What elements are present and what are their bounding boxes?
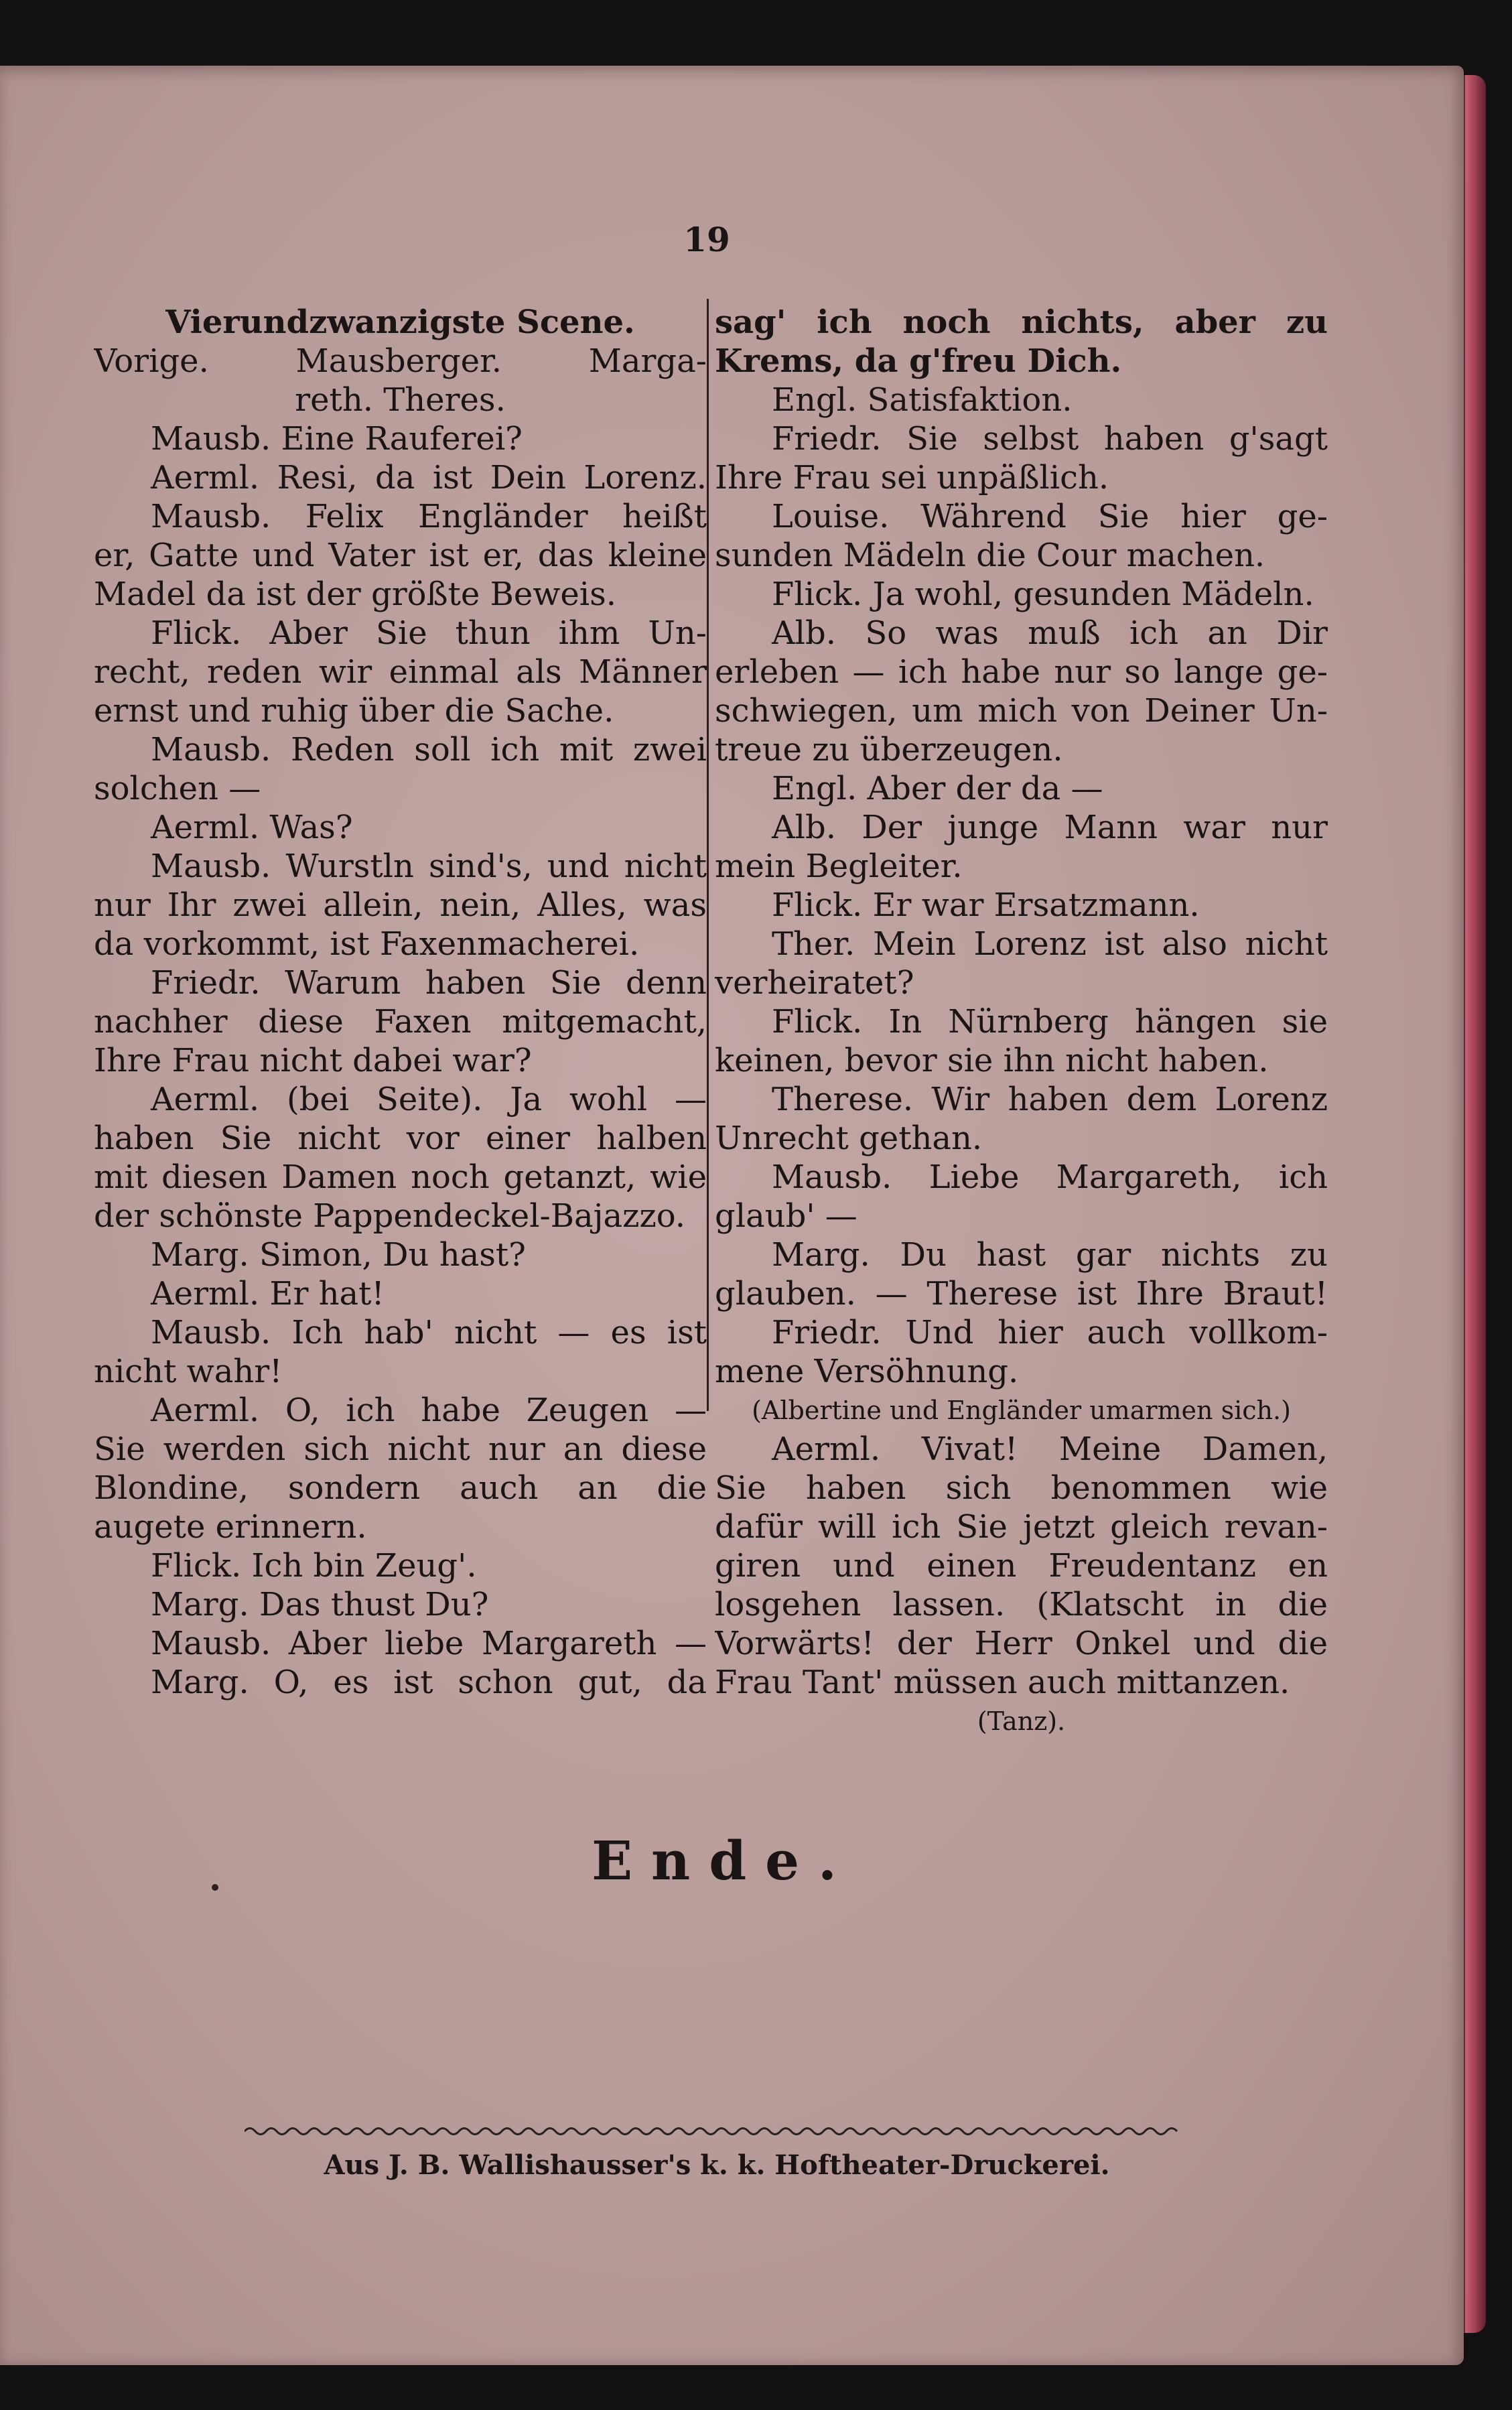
text-line: Aerml. O, ich habe Zeugen — xyxy=(151,1392,707,1429)
text-line: losgehen lassen. (Klatscht in die xyxy=(715,1586,1328,1623)
column-divider xyxy=(707,299,709,1411)
text-line: Flick. Ich bin Zeug'. xyxy=(151,1547,477,1585)
text-line: Marg. Simon, Du hast? xyxy=(151,1236,526,1274)
text-line: augete erinnern. xyxy=(94,1508,367,1546)
text-line: nicht wahr! xyxy=(94,1353,283,1390)
text-line: Aerml. Resi, da ist Dein Lorenz. xyxy=(151,459,707,496)
text-line: Mausb. Aber liebe Margareth — xyxy=(151,1625,707,1662)
text-line: verheiratet? xyxy=(715,964,914,1002)
text-line: recht, reden wir einmal als Männer xyxy=(94,653,707,691)
text-line: sunden Mädeln die Cour machen. xyxy=(715,537,1265,574)
text-line: Mausb. Felix Engländer heißt xyxy=(151,498,707,535)
text-line: Vorige. Mausberger. Marga- xyxy=(94,342,707,380)
text-line: ernst und ruhig über die Sache. xyxy=(94,692,614,730)
text-line: glauben. — Therese ist Ihre Braut! xyxy=(715,1275,1328,1313)
text-line: Aerml. Er hat! xyxy=(151,1275,385,1313)
text-line: Flick. In Nürnberg hängen sie xyxy=(772,1003,1328,1041)
text-line: sag' ich noch nichts, aber zu xyxy=(715,304,1328,341)
text-line: Alb. Der junge Mann war nur xyxy=(772,809,1328,846)
text-line: Sie werden sich nicht nur an diese xyxy=(94,1430,707,1468)
text-line: Therese. Wir haben dem Lorenz xyxy=(772,1081,1328,1118)
text-line: da vorkommt, ist Faxenmacherei. xyxy=(94,925,640,963)
text-line: Alb. So was muß ich an Dir xyxy=(772,614,1328,652)
text-line: Mausb. Ich hab' nicht — es ist xyxy=(151,1314,707,1351)
text-line: nur Ihr zwei allein, nein, Alles, was xyxy=(94,886,707,924)
text-line: Engl. Aber der da — xyxy=(772,770,1103,807)
text-line: Louise. Während Sie hier ge- xyxy=(772,498,1328,535)
text-line: Mausb. Reden soll ich mit zwei xyxy=(151,731,707,768)
text-line: Mausb. Wurstln sind's, und nicht xyxy=(151,848,707,885)
text-line: Engl. Satisfaktion. xyxy=(772,381,1073,419)
text-line: Aerml. Vivat! Meine Damen, xyxy=(772,1430,1328,1468)
text-line: schwiegen, um mich von Deiner Un- xyxy=(715,692,1328,730)
text-line: Sie haben sich benommen wie xyxy=(715,1469,1328,1507)
text-line: haben Sie nicht vor einer halben xyxy=(94,1120,707,1157)
text-line: Blondine, sondern auch an die xyxy=(94,1469,707,1507)
text-line: treue zu überzeugen. xyxy=(715,731,1063,768)
text-line: nachher diese Faxen mitgemacht, xyxy=(94,1003,707,1041)
text-line: reth. Theres. xyxy=(295,381,506,419)
text-line: Vorwärts! der Herr Onkel und die xyxy=(715,1625,1328,1662)
text-line: Marg. O, es ist schon gut, da xyxy=(151,1664,707,1701)
text-line: erleben — ich habe nur so lange ge- xyxy=(715,653,1328,691)
text-line: Flick. Er war Ersatzmann. xyxy=(772,886,1200,924)
text-line: Flick. Ja wohl, gesunden Mädeln. xyxy=(772,576,1314,613)
text-line: Aerml. (bei Seite). Ja wohl — xyxy=(151,1081,707,1118)
text-line: (Tanz). xyxy=(977,1706,1066,1736)
text-line: giren und einen Freudentanz en xyxy=(715,1547,1328,1585)
text-line: Madel da ist der größte Beweis. xyxy=(94,576,616,613)
text-line: glaub' — xyxy=(715,1197,857,1235)
text-line: Friedr. Warum haben Sie denn xyxy=(151,964,707,1002)
text-line: Ther. Mein Lorenz ist also nicht xyxy=(772,925,1328,963)
page-number: 19 xyxy=(683,220,730,259)
text-line: keinen, bevor sie ihn nicht haben. xyxy=(715,1042,1269,1079)
text-line: Ihre Frau nicht dabei war? xyxy=(94,1042,532,1079)
scene-heading: Vierundzwanzigste Scene. xyxy=(165,304,635,341)
text-line: mein Begleiter. xyxy=(715,848,963,885)
text-line: Friedr. Und hier auch vollkom- xyxy=(772,1314,1328,1351)
text-line: (Albertine und Engländer umarmen sich.) xyxy=(752,1396,1291,1425)
text-line: Marg. Du hast gar nichts zu xyxy=(772,1236,1328,1274)
text-line: solchen — xyxy=(94,770,261,807)
ornamental-rule xyxy=(245,2124,1182,2139)
left-text-column xyxy=(94,303,707,1702)
text-line: der schönste Pappendeckel-Bajazzo. xyxy=(94,1197,686,1235)
text-line: Mausb. Eine Rauferei? xyxy=(151,420,523,458)
text-line: Flick. Aber Sie thun ihm Un- xyxy=(151,614,707,652)
ink-dot xyxy=(212,1884,218,1891)
text-line: Friedr. Sie selbst haben g'sagt xyxy=(772,420,1328,458)
printer-imprint: Aus J. B. Wallishausser's k. k. Hoftheater-Druckerei. xyxy=(324,2149,1110,2181)
text-line: dafür will ich Sie jetzt gleich revan- xyxy=(715,1508,1328,1546)
text-line: mit diesen Damen noch getanzt, wie xyxy=(94,1158,707,1196)
text-line: er, Gatte und Vater ist er, das kleine xyxy=(94,537,707,574)
text-line: Ihre Frau sei unpäßlich. xyxy=(715,459,1109,496)
ende-heading: Ende. xyxy=(592,1829,855,1892)
text-line: Unrecht gethan. xyxy=(715,1120,983,1157)
text-line: Frau Tant' müssen auch mittanzen. xyxy=(715,1664,1290,1701)
text-line: mene Versöhnung. xyxy=(715,1353,1019,1390)
right-text-column xyxy=(715,303,1328,1741)
text-line: Mausb. Liebe Margareth, ich xyxy=(772,1158,1328,1196)
text-line: Marg. Das thust Du? xyxy=(151,1586,489,1623)
text-line: Krems, da g'freu Dich. xyxy=(715,342,1122,380)
text-line: Aerml. Was? xyxy=(151,809,353,846)
